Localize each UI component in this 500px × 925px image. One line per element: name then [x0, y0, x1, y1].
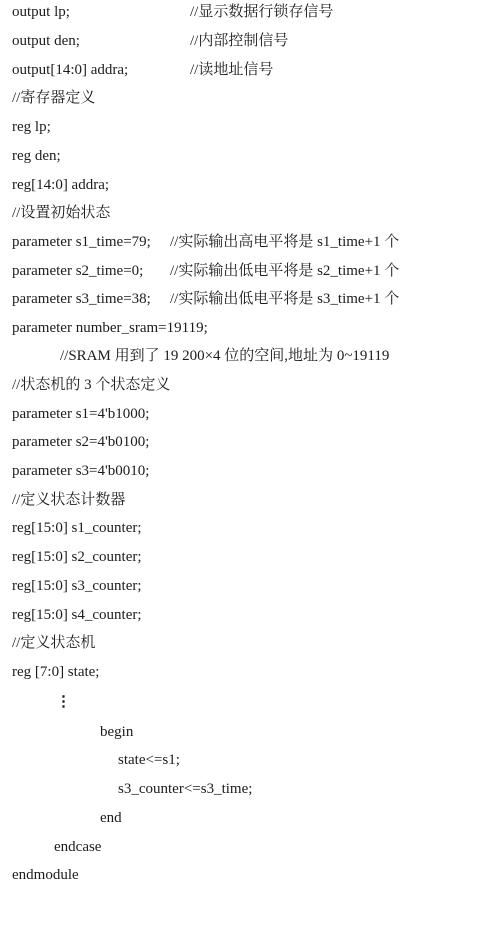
code-text: reg den; — [12, 148, 61, 164]
code-text: parameter s3=4'b0010; — [12, 463, 150, 479]
code-text: parameter s2=4'b0100; — [12, 434, 150, 450]
code-comment: //寄存器定义 — [12, 90, 96, 106]
code-text: reg[15:0] s4_counter; — [12, 607, 142, 623]
code-comment: //定义状态计数器 — [12, 492, 126, 508]
code-line — [12, 31, 492, 51]
code-text: parameter s1=4'b1000; — [12, 406, 150, 422]
code-comment: //状态机的 3 个状态定义 — [12, 377, 171, 393]
code-text: parameter s2_time=0; — [12, 263, 144, 279]
code-comment: //设置初始状态 — [12, 205, 111, 221]
code-line — [12, 117, 51, 137]
code-line — [12, 60, 492, 80]
code-text: reg[15:0] s3_counter; — [12, 578, 142, 594]
code-text: output lp; — [12, 4, 70, 20]
code-text: reg[15:0] s2_counter; — [12, 549, 142, 565]
code-text: state<=s1; — [118, 752, 180, 768]
code-line — [12, 404, 150, 424]
code-comment: //SRAM 用到了 19 200×4 位的空间,地址为 0~19119 — [60, 348, 390, 364]
code-text: endcase — [54, 839, 102, 855]
code-line — [12, 261, 492, 281]
code-line — [54, 837, 102, 857]
code-line — [12, 375, 171, 395]
code-line — [118, 750, 180, 770]
code-line — [12, 88, 96, 108]
code-text: end — [100, 810, 122, 826]
code-comment: //实际输出低电平将是 s3_time+1 个 — [170, 291, 400, 307]
code-line — [118, 779, 253, 799]
code-line — [100, 808, 122, 828]
code-line — [12, 605, 142, 625]
code-line — [12, 432, 150, 452]
code-text: parameter number_sram=19119; — [12, 320, 208, 336]
code-line — [12, 633, 96, 653]
code-line — [12, 461, 150, 481]
code-comment: //实际输出低电平将是 s2_time+1 个 — [170, 263, 400, 279]
code-comment: //实际输出高电平将是 s1_time+1 个 — [170, 234, 400, 250]
code-line — [12, 289, 492, 309]
code-comment: //内部控制信号 — [190, 33, 289, 49]
code-line — [12, 2, 492, 22]
code-text: endmodule — [12, 867, 79, 883]
code-text: output[14:0] addra; — [12, 62, 129, 78]
code-text: s3_counter<=s3_time; — [118, 781, 253, 797]
code-text: reg[14:0] addra; — [12, 177, 110, 193]
code-text: parameter s3_time=38; — [12, 291, 151, 307]
code-line — [12, 318, 208, 338]
code-text: output den; — [12, 33, 80, 49]
code-comment: //读地址信号 — [190, 62, 274, 78]
code-text: reg[15:0] s1_counter; — [12, 520, 142, 536]
code-line — [100, 722, 134, 742]
code-text: reg [7:0] state; — [12, 664, 100, 680]
code-line — [12, 576, 142, 596]
code-line — [60, 346, 390, 366]
code-line — [12, 146, 61, 166]
code-line — [12, 662, 100, 682]
code-line — [12, 232, 492, 252]
code-comment: //显示数据行锁存信号 — [190, 4, 334, 20]
code-text: parameter s1_time=79; — [12, 234, 151, 250]
code-comment: //定义状态机 — [12, 635, 96, 651]
code-line — [56, 692, 71, 712]
code-line — [12, 547, 142, 567]
code-text: begin — [100, 724, 134, 740]
code-text: reg lp; — [12, 119, 51, 135]
code-line — [12, 203, 111, 223]
code-line — [12, 175, 110, 195]
ellipsis-marker: ⋮ — [56, 694, 71, 710]
code-line — [12, 518, 142, 538]
code-line — [12, 865, 79, 885]
code-line — [12, 490, 126, 510]
